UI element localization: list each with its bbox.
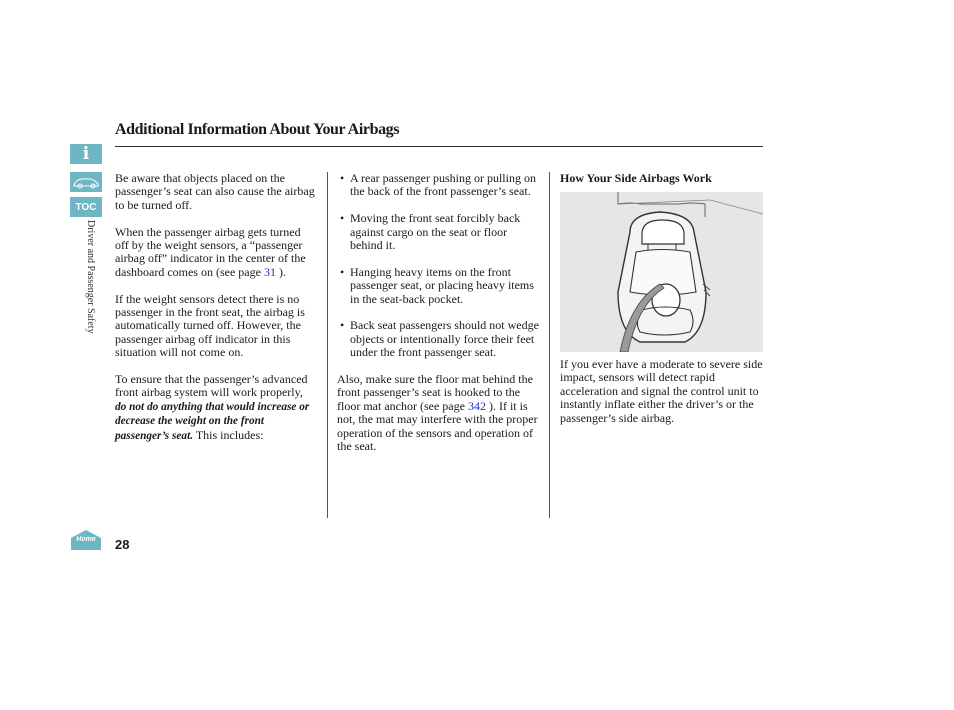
seat-diagram-icon — [560, 192, 763, 352]
bullet-marker: • — [340, 318, 345, 333]
bullet-marker: • — [340, 264, 345, 279]
bullet-item: • A rear passenger pushing or pulling on the back of the front passenger’s seat. — [340, 171, 536, 199]
emphasis-text: do not do anything that would increase or decrease the weight on the front passenger’s seat. — [115, 400, 310, 442]
paragraph: If the weight sensors detect there is no passenger in the front seat, the airbag is automatically turned off. However, the passenger airbag off indicator in this situation will not come on. — [115, 291, 305, 360]
bullet-marker: • — [340, 171, 345, 185]
info-icon: i — [82, 144, 90, 164]
car-icon — [70, 172, 102, 192]
vehicle-index-button[interactable] — [70, 172, 102, 192]
side-airbag-illustration — [560, 192, 763, 352]
paragraph: To ensure that the passenger’s advanced front airbag system will work properly, do not do anything that would increase or decrease the weight on the front passenger’s seat. This includes: — [115, 372, 310, 442]
home-button[interactable] — [70, 529, 102, 551]
column-1 — [115, 172, 315, 456]
column-divider — [549, 172, 550, 518]
paragraph: Be aware that objects placed on the passenger’s seat can also cause the airbag to be turned off. — [115, 171, 315, 212]
page-link[interactable]: 31 — [263, 264, 276, 279]
paragraph: Also, make sure the floor mat behind the front passenger’s seat is hooked to the floor mat anchor (see page 342 ). If it is not, the mat may interfere with the proper operation of the sensors and operation of the seat. — [337, 372, 538, 454]
column-divider — [327, 172, 328, 518]
info-button[interactable] — [70, 144, 102, 164]
bullet-marker: • — [340, 211, 345, 226]
bullet-item: • Back seat passengers should not wedge objects or intentionally force their feet under the front passenger seat. — [340, 318, 539, 360]
title-rule — [115, 146, 763, 147]
toc-label: TOC — [75, 201, 97, 213]
toc-button[interactable] — [70, 197, 102, 217]
section-tab-label: Driver and Passenger Safety — [85, 220, 96, 334]
column-2 — [337, 172, 542, 467]
section-heading: How Your Side Airbags Work — [560, 171, 712, 185]
page-link[interactable]: 342 — [467, 398, 486, 413]
bullet-item: • Hanging heavy items on the front passenger seat, or placing heavy items in the seat-back pocket. — [340, 264, 534, 306]
page-number: 28 — [115, 537, 130, 552]
bullet-item: • Moving the front seat forcibly back against cargo on the seat or floor behind it. — [340, 211, 521, 253]
column-3-body: If you ever have a moderate to severe side impact, sensors will detect rapid acceleration and signal the control unit to instantly inflate either the driver’s or the passenger’s side airbag. — [560, 357, 763, 425]
page-title: Additional Information About Your Airbags — [115, 121, 400, 138]
paragraph: When the passenger airbag gets turned off by the weight sensors, a “passenger airbag off” indicator in the center of the dashboard comes on (see page 31 ). — [115, 224, 306, 279]
home-label: Home — [76, 536, 96, 543]
